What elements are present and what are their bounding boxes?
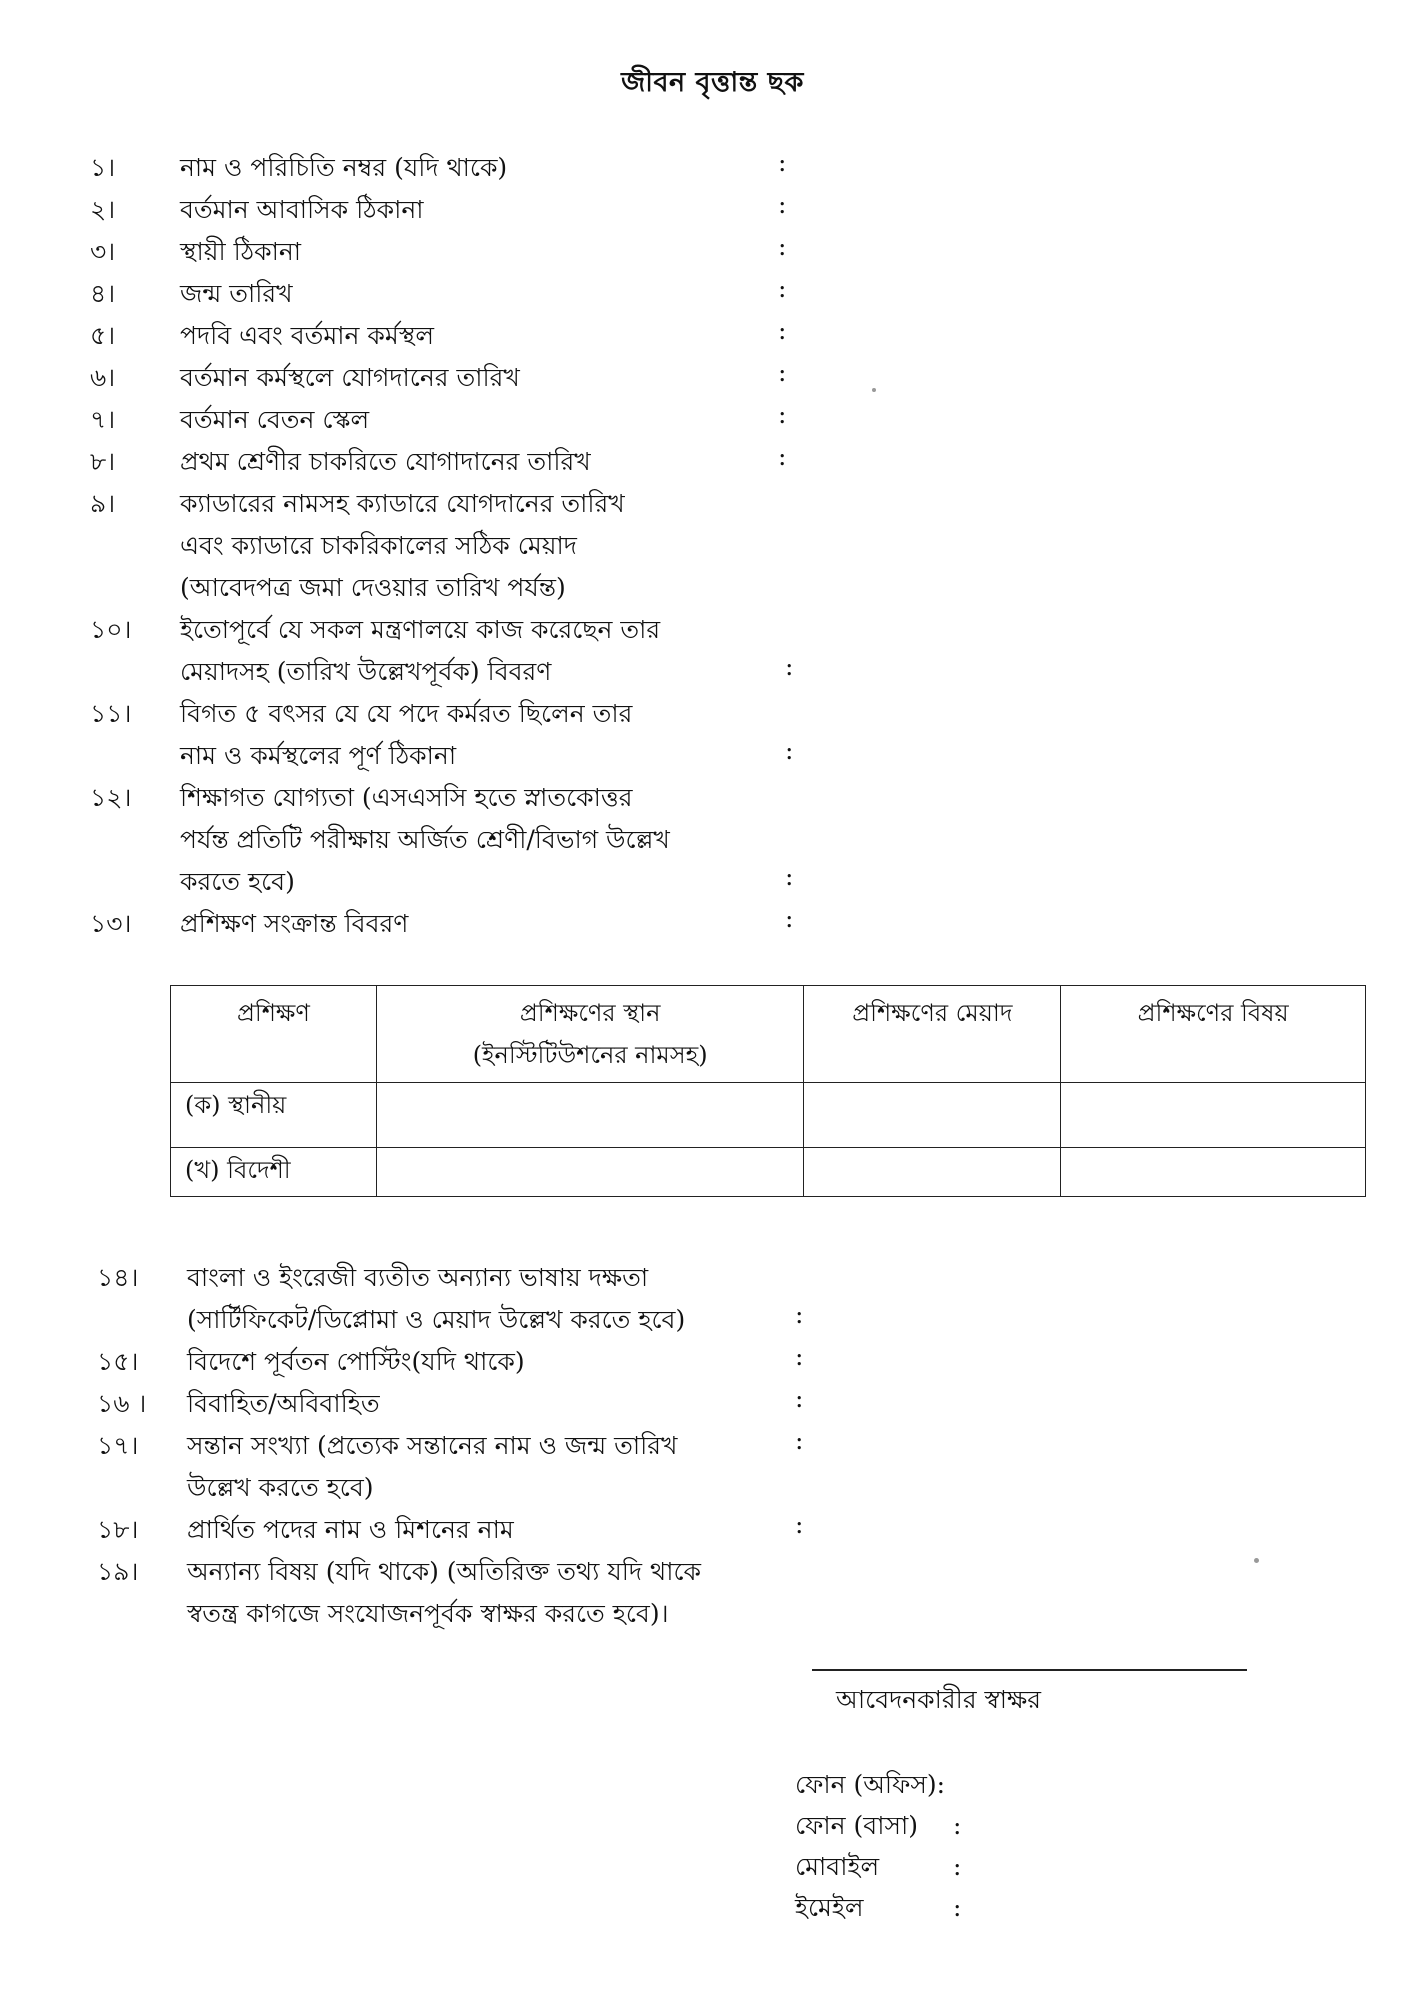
table-header-cell — [804, 986, 1061, 1083]
item-text: করতে হবে) — [180, 867, 295, 896]
item-text: প্রশিক্ষণ সংক্রান্ত বিবরণ — [180, 909, 409, 938]
item-number: ১৪। — [97, 1263, 139, 1292]
item-number: ১৬ । — [97, 1389, 147, 1418]
item-number: ১৩। — [90, 909, 132, 938]
item-colon: : — [778, 358, 787, 387]
header-training-subject: প্রশিক্ষণের বিষয় — [1137, 999, 1289, 1027]
contact-label: ইমেইল — [795, 1893, 864, 1922]
table-row — [171, 1148, 1366, 1197]
item-text: বর্তমান আবাসিক ঠিকানা — [180, 195, 424, 224]
contact-phone-office — [795, 1765, 945, 1808]
table-cell[interactable] — [804, 1148, 1061, 1197]
item-text: বিদেশে পূর্বতন পোস্টিং(যদি থাকে) — [187, 1347, 525, 1376]
contact-label: ফোন (অফিস): — [795, 1770, 946, 1799]
item-colon: : — [795, 1300, 804, 1329]
row-label-local: (ক) স্থানীয় — [171, 1083, 377, 1148]
item-colon: : — [778, 316, 787, 345]
item-colon: : — [795, 1384, 804, 1413]
item-text: প্রার্থিত পদের নাম ও মিশনের নাম — [187, 1515, 514, 1544]
item-number: ১০। — [90, 615, 132, 644]
item-text: সন্তান সংখ্যা (প্রত্যেক সন্তানের নাম ও জন্ম তারিখ — [187, 1431, 678, 1460]
table-header-row — [171, 986, 1366, 1083]
item-text: বর্তমান বেতন স্কেল — [180, 405, 370, 434]
item-colon: : — [778, 274, 787, 303]
table-cell[interactable] — [804, 1083, 1061, 1148]
header-training: প্রশিক্ষণ — [236, 999, 310, 1027]
contact-label: মোবাইল — [795, 1852, 880, 1881]
contact-label: ফোন (বাসা) — [795, 1811, 918, 1840]
item-text: অন্যান্য বিষয় (যদি থাকে) (অতিরিক্ত তথ্য যদি থাকে — [187, 1557, 701, 1586]
item-text: উল্লেখ করতে হবে) — [187, 1473, 374, 1502]
table-cell[interactable] — [376, 1083, 804, 1148]
table-row — [171, 1083, 1366, 1148]
item-number: ১৫। — [97, 1347, 139, 1376]
header-training-place-sub: (ইনস্টিটিউশনের নামসহ) — [472, 1041, 708, 1069]
item-colon: : — [785, 652, 794, 681]
item-text: স্বতন্ত্র কাগজে সংযোজনপূর্বক স্বাক্ষর করতে হবে)। — [187, 1599, 669, 1628]
contact-colon: : — [952, 1811, 962, 1840]
contact-mobile — [795, 1847, 961, 1890]
item-number: ১২। — [90, 783, 132, 812]
item-colon: : — [778, 190, 787, 219]
item-colon: : — [778, 148, 787, 177]
item-number: ৫। — [90, 321, 116, 350]
item-colon: : — [795, 1342, 804, 1371]
item-number: ১৯। — [97, 1557, 139, 1586]
contact-colon: : — [952, 1852, 962, 1881]
item-colon: : — [785, 736, 794, 765]
item-colon: : — [795, 1426, 804, 1455]
item-text: এবং ক্যাডারে চাকরিকালের সঠিক মেয়াদ — [180, 531, 577, 560]
item-colon: : — [785, 862, 794, 891]
item-text: প্রথম শ্রেণীর চাকরিতে যোগাদানের তারিখ — [180, 447, 591, 476]
item-text: বিবাহিত/অবিবাহিত — [187, 1389, 380, 1418]
signature-line — [812, 1669, 1247, 1671]
item-text: পর্যন্ত প্রতিটি পরীক্ষায় অর্জিত শ্রেণী/বিভাগ উল্লেখ — [180, 825, 670, 854]
item-number: ২। — [90, 195, 116, 224]
contact-colon: : — [952, 1893, 962, 1922]
item-text: নাম ও কর্মস্থলের পূর্ণ ঠিকানা — [180, 741, 457, 770]
table-header-cell — [1061, 986, 1366, 1083]
item-number: ৯। — [90, 489, 116, 518]
item-colon: : — [785, 904, 794, 933]
contact-phone-home — [795, 1806, 961, 1849]
item-number: ৭। — [90, 405, 116, 434]
item-number: ৬। — [90, 363, 116, 392]
training-table — [170, 985, 1366, 1197]
item-number: ৪। — [90, 279, 116, 308]
item-text: জন্ম তারিখ — [180, 279, 293, 308]
item-number: ৩। — [90, 237, 116, 266]
contact-email — [795, 1888, 961, 1931]
item-colon: : — [778, 400, 787, 429]
item-number: ১১। — [90, 699, 132, 728]
table-cell[interactable] — [1061, 1083, 1366, 1148]
item-text: ক্যাডারের নামসহ ক্যাডারে যোগদানের তারিখ — [180, 489, 625, 518]
item-text: ইতোপূর্বে যে সকল মন্ত্রণালয়ে কাজ করেছেন তার — [180, 615, 661, 644]
item-text: নাম ও পরিচিতি নম্বর (যদি থাকে) — [180, 153, 508, 182]
item-text: (আবেদপত্র জমা দেওয়ার তারিখ পর্যন্ত) — [180, 573, 566, 602]
item-colon: : — [778, 232, 787, 261]
item-text: বর্তমান কর্মস্থলে যোগদানের তারিখ — [180, 363, 520, 392]
signature-label: আবেদনকারীর স্বাক্ষর — [836, 1685, 1041, 1714]
item-text: বাংলা ও ইংরেজী ব্যতীত অন্যান্য ভাষায় দক্ষতা — [187, 1263, 649, 1292]
item-text: বিগত ৫ বৎসর যে যে পদে কর্মরত ছিলেন তার — [180, 699, 633, 728]
header-training-duration: প্রশিক্ষণের মেয়াদ — [852, 999, 1013, 1027]
document-title: জীবন বৃত্তান্ত ছক — [621, 67, 804, 98]
scan-speck — [1254, 1558, 1259, 1563]
row-label-foreign: (খ) বিদেশী — [171, 1148, 377, 1197]
scan-speck — [872, 388, 876, 392]
item-text: মেয়াদসহ (তারিখ উল্লেখপূর্বক) বিবরণ — [180, 657, 552, 686]
item-number: ১৮। — [97, 1515, 139, 1544]
item-text: পদবি এবং বর্তমান কর্মস্থল — [180, 321, 434, 350]
item-number: ১। — [90, 153, 116, 182]
header-training-place: প্রশিক্ষণের স্থান — [519, 999, 661, 1027]
item-colon: : — [778, 442, 787, 471]
item-text: স্থায়ী ঠিকানা — [180, 237, 302, 266]
item-number: ৮। — [90, 447, 116, 476]
item-colon: : — [795, 1510, 804, 1539]
item-text: শিক্ষাগত যোগ্যতা (এসএসসি হতে স্নাতকোত্তর — [180, 783, 633, 812]
table-cell[interactable] — [376, 1148, 804, 1197]
table-cell[interactable] — [1061, 1148, 1366, 1197]
table-header-cell — [376, 986, 804, 1083]
table-header-cell — [171, 986, 377, 1083]
item-number: ১৭। — [97, 1431, 139, 1460]
item-text: (সার্টিফিকেট/ডিপ্লোমা ও মেয়াদ উল্লেখ করতে হবে) — [187, 1305, 686, 1334]
